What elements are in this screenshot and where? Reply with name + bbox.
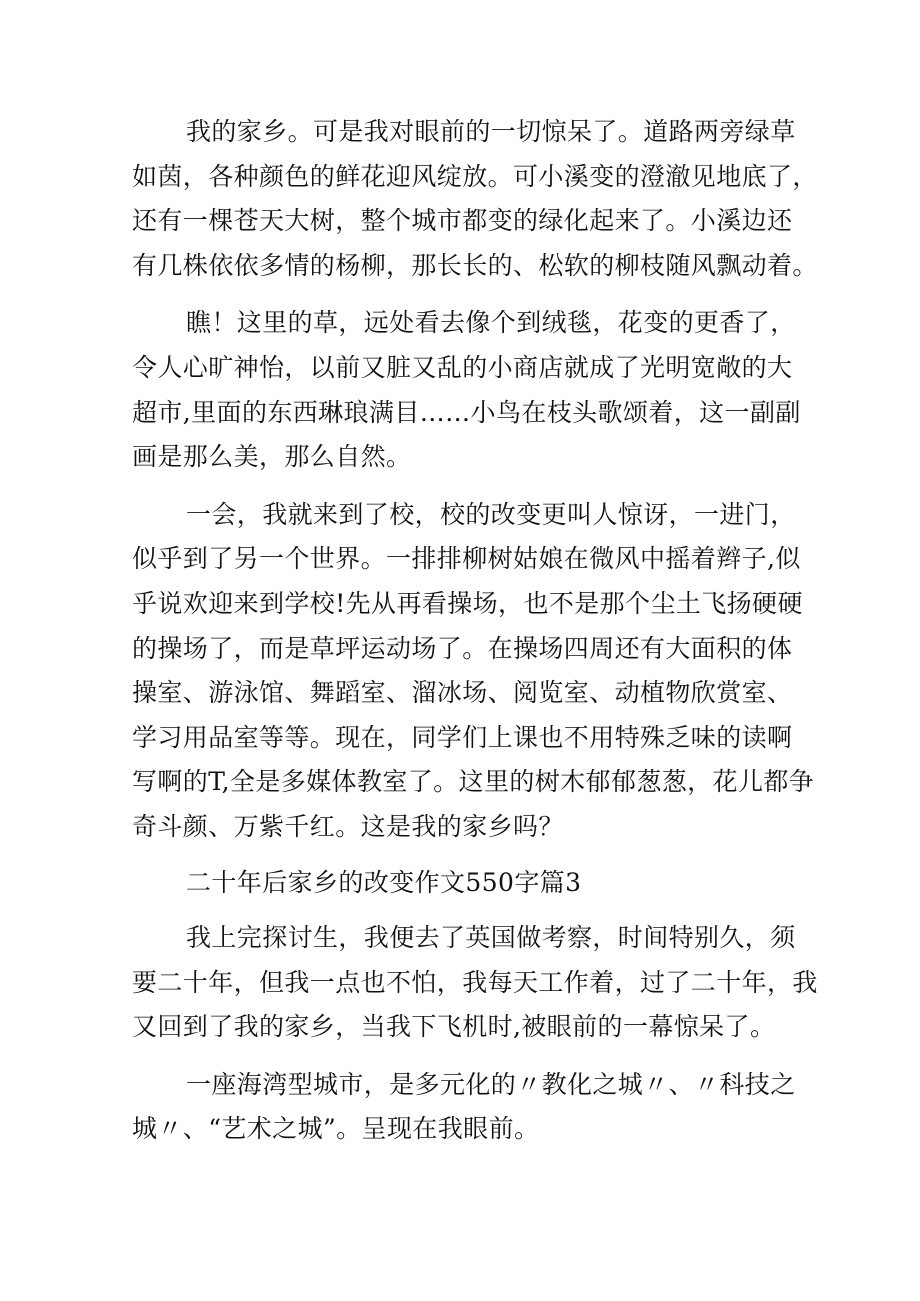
paragraph-1 [132,110,818,288]
text-line: 超市,里面的东西琳琅满目……小鸟在枝头歌颂着，这一副副 [132,397,801,427]
text-line: 操室、游泳馆、舞蹈室、溜冰场、阅览室、动植物欣赏室、 [132,678,793,708]
text-line: 又回到了我的家乡，当我下飞机时,被眼前的一幕惊呆了。 [132,1012,776,1042]
heading-line: 二十年后家乡的改变作文550字篇3 [186,867,582,897]
paragraph-2 [132,301,812,479]
text-line: 有几株依依多情的杨柳，那长长的、松软的柳枝随风飘动着。 [132,250,818,280]
text-line: 学习用品室等等。现在，同学们上课也不用特殊乏味的读啊 [132,722,793,752]
text-line: 的操场了，而是草坪运动场了。在操场四周还有大面积的体 [132,633,793,663]
text-line: 一座海湾型城市，是多元化的〃教化之城〃、〃科技之 [186,1069,796,1099]
paragraph-5 [132,1063,812,1152]
text-line: 我的家乡。可是我对眼前的一切惊呆了。道路两旁绿草 [186,117,796,146]
text-line: 似乎到了另一个世界。一排排柳树姑娘在微风中摇着辫子,似 [132,544,801,574]
section-heading [132,861,812,906]
text-line: 令人心旷神怡，以前又脏又乱的小商店就成了光明宽敞的大 [132,352,793,382]
text-line: 城〃、“艺术之城”。呈现在我眼前。 [132,1114,540,1144]
text-line: 奇斗颜、万紫千红。这是我的家乡吗？ [132,811,564,841]
text-line: 一会，我就来到了校，校的改变更叫人惊讶，一进门， [186,499,796,529]
text-line: 还有一棵苍天大树，整个城市都变的绿化起来了。小溪边还 [132,206,793,236]
document-text [132,110,818,1152]
paragraph-3 [132,493,815,850]
text-line: 要二十年，但我一点也不怕，我每天工作着，过了二十年，我 [132,967,818,997]
text-line: 写啊的T,全是多媒体教室了。这里的树木郁郁葱葱，花儿都争 [132,767,815,797]
text-line: 画是那么美，那么自然。 [132,442,412,472]
text-line: 乎说欢迎来到学校!先从再看操场，也不是那个尘土飞扬硬硬 [132,588,803,618]
paragraph-4 [132,916,818,1050]
text-line: 如茵，各种颜色的鲜花迎风绽放。可小溪变的澄澈见地底了， [132,161,818,191]
text-line: 我上完探讨生，我便去了英国做考察，时间特别久，须 [186,923,796,953]
text-line: 瞧！这里的草，远处看去像个到绒毯，花变的更香了， [186,308,796,338]
